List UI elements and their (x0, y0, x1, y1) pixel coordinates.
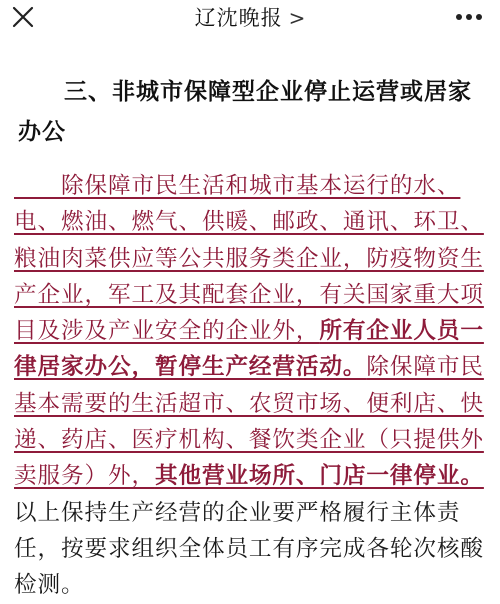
highlight-text-2: 除保障市民基本需要的生活超市、农贸市场、便利店、快递、药店、医疗机构、餐饮类企业（只提供外卖服务）外， (14, 354, 484, 490)
highlight-bold-text-2: 其他营业场所、门店一律停业。 (154, 463, 484, 490)
account-title-link[interactable] (0, 5, 500, 31)
highlight-bold-text-1: 所有企业人员一律居家办公，暂停生产经营活动。 (14, 318, 484, 381)
chevron-right-icon: > (288, 6, 306, 30)
more-button[interactable] (452, 6, 486, 28)
more-dots-icon (452, 6, 486, 28)
top-bar (0, 0, 500, 36)
page-title: 辽沈晚报 (194, 6, 283, 30)
article-heading: 三、非城市保障型企业停止运营或居家办公 (18, 79, 472, 145)
highlight-text-1: 除保障市民生活和城市基本运行的水、电、燃油、燃气、供暖、邮政、通讯、环卫、粮油肉菜供应等公共服务类企业，防疫物资生产企业，军工及其配套企业，有关国家重大项目及涉及产业安全的企业外， (14, 173, 484, 345)
plain-text: 以上保持生产经营的企业要严格履行主体责任，按要求组织全体员工有序完成各轮次核酸检测。 (14, 499, 484, 599)
article-paragraph (14, 168, 490, 604)
